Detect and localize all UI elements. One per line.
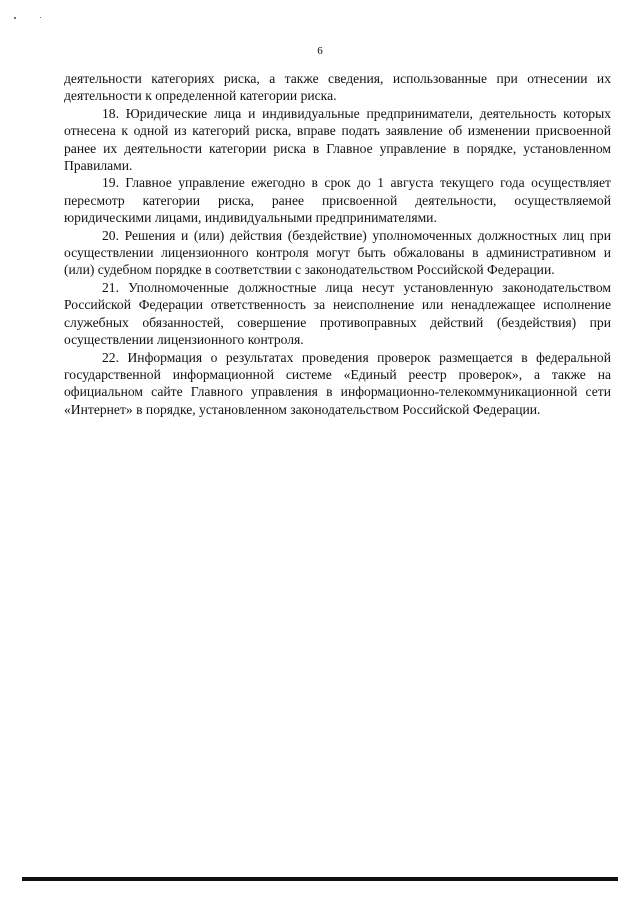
paragraph-19: 19. Главное управление ежегодно в срок до 1 августа текущего года осуществляет пересмотр категории риска, ранее присвоенной деятельности, осуществляемой юридическими лицами, индивидуальными предпринимателями. (64, 175, 611, 226)
paragraph-22: 22. Информация о результатах проведения проверок размещается в федеральной государственной информационной системе «Единый реестр проверок», а также на официальном сайте Главного управления в информационно-телекоммуникационной сети «Интернет» в порядке, установленном законодательством Российской Федерации. (64, 349, 611, 417)
paragraph-20: 20. Решения и (или) действия (бездействие) уполномоченных должностных лиц при осуществлении лицензионного контроля могут быть обжалованы в административном и (или) судебном порядке в соответствии с законодательством Российской Федерации. (64, 227, 611, 278)
paragraph-18: 18. Юридические лица и индивидуальные предприниматели, деятельность которых отнесена к одной из категорий риска, вправе подать заявление об изменении присвоенной ранее их деятельности категории риска в Главное управление в порядке, установленном Правилами. (64, 105, 611, 174)
document-body (64, 70, 611, 418)
page-number: 6 (317, 45, 323, 57)
scan-speck (40, 17, 41, 18)
bottom-rule (22, 877, 618, 881)
scan-speck (14, 17, 16, 19)
paragraph-21: 21. Уполномоченные должностные лица несут установленную законодательством Российской Федерации ответственность за неисполнение или ненадлежащее исполнение служебных обязанностей, совершение противоправных действий (бездействия) при осуществлении лицензионного контроля. (64, 279, 611, 348)
paragraph-continuation: деятельности категориях риска, а также сведения, использованные при отнесении их деятельности к определенной категории риска. (64, 71, 611, 104)
